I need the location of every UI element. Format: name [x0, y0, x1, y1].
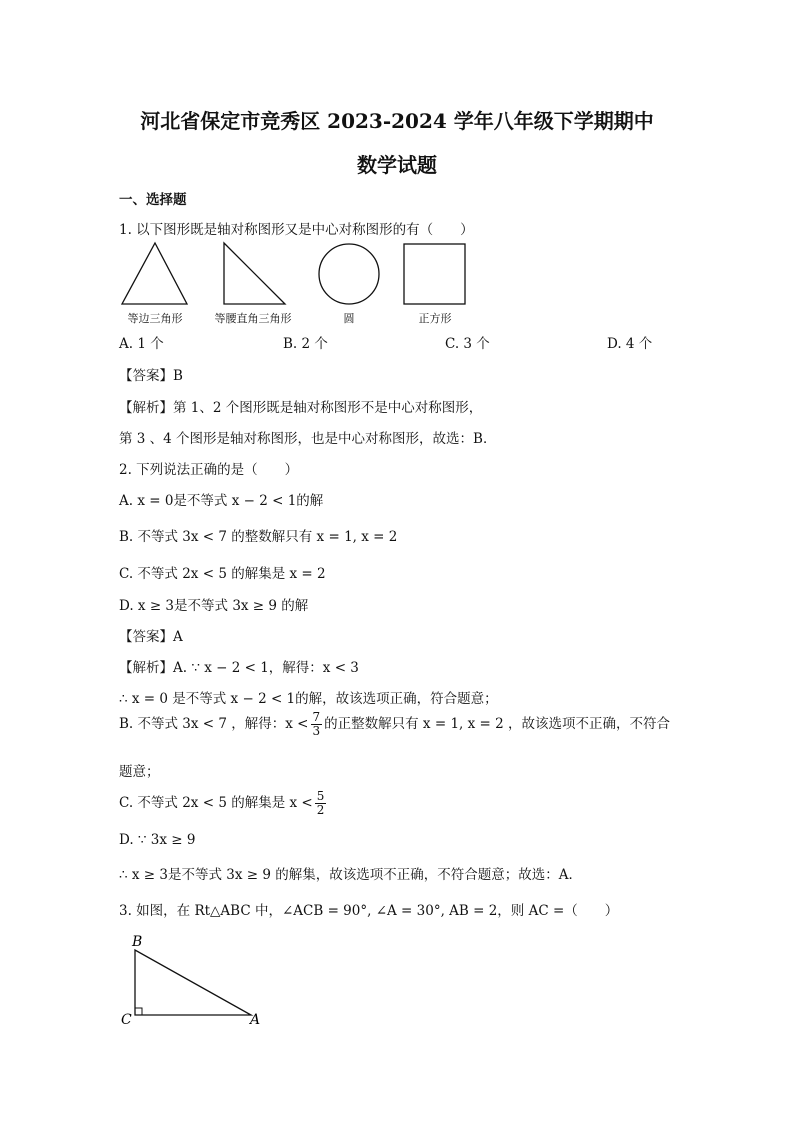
equilateral-triangle-shape	[122, 243, 187, 304]
q2-option-d: D. x ≥ 3是不等式 3x ≥ 9 的解	[119, 598, 309, 614]
fraction-5-2	[315, 790, 327, 817]
q1-answer: 【答案】B	[119, 368, 183, 384]
fraction-denominator: 3	[312, 724, 321, 738]
q1-option-b: B. 2 个	[283, 336, 328, 352]
q2-analysis-a2: ∴ x = 0 是不等式 x − 2 < 1的解，故该选项正确，符合题意；	[119, 691, 498, 707]
q1-option-a: A. 1 个	[119, 336, 164, 352]
q2-option-b: B. 不等式 3x < 7 的整数解只有 x = 1, x = 2	[119, 529, 398, 545]
caption-equilateral-triangle: 等边三角形	[127, 312, 183, 325]
q2-analysis-b-post: 的正整数解只有 x = 1, x = 2 ，故该选项不正确，不符合	[324, 716, 670, 732]
q1-analysis-2: 第 3 、4 个图形是轴对称图形，也是中心对称图形，故选：B．	[119, 431, 497, 447]
q2-analysis-a: 【解析】A. ∵ x − 2 < 1，解得：x < 3	[119, 660, 359, 676]
q1-analysis-1: 【解析】第 1、2 个图形既是轴对称图形不是中心对称图形，	[119, 400, 483, 416]
section-heading: 一、选择题	[119, 192, 187, 208]
q2-option-c: C. 不等式 2x < 5 的解集是 x = 2	[119, 566, 326, 582]
q2-analysis-c	[119, 790, 328, 817]
q2-answer: 【答案】A	[119, 629, 183, 645]
q1-option-d: D. 4 个	[607, 336, 653, 352]
q1-option-c: C. 3 个	[445, 336, 490, 352]
q2-analysis-b	[119, 711, 670, 738]
vertex-label-c: C	[121, 1012, 132, 1028]
q2-option-a: A. x = 0是不等式 x − 2 < 1的解	[119, 493, 324, 509]
q2-analysis-d: D. ∵ 3x ≥ 9	[119, 832, 196, 848]
q2-analysis-b2: 题意；	[119, 764, 160, 780]
q2-analysis-b-pre: B. 不等式 3x < 7 ，解得：x <	[119, 716, 309, 732]
q2-analysis-d2: ∴ x ≥ 3是不等式 3x ≥ 9 的解集，故该选项不正确，不符合题意；故选：A．	[119, 867, 582, 883]
doc-title-line2: 数学试题	[357, 153, 437, 177]
caption-square: 正方形	[418, 312, 452, 325]
circle-shape	[319, 244, 379, 304]
q1-stem: 1. 以下图形既是轴对称图形又是中心对称图形的有（ ）	[119, 222, 474, 238]
fraction-numerator: 5	[316, 789, 325, 803]
doc-title-line1: 河北省保定市竞秀区 2023-2024 学年八年级下学期期中	[140, 109, 654, 133]
caption-isosceles-right-triangle: 等腰直角三角形	[214, 312, 292, 325]
right-angle-mark	[135, 1008, 142, 1015]
q2-stem: 2. 下列说法正确的是（ ）	[119, 462, 299, 478]
q3-right-triangle-figure	[115, 930, 275, 1030]
fraction-7-3	[311, 711, 323, 738]
vertex-label-a: A	[250, 1012, 261, 1028]
square-shape	[404, 244, 465, 304]
right-triangle-abc	[135, 950, 251, 1015]
caption-circle: 圆	[343, 312, 355, 325]
vertex-label-b: B	[132, 934, 143, 950]
q1-shapes	[115, 240, 475, 310]
fraction-numerator: 7	[312, 710, 321, 724]
isosceles-right-triangle-shape	[224, 243, 285, 304]
q3-stem: 3. 如图，在 Rt△ABC 中，∠ACB = 90°, ∠A = 30°, AB = 2，则 AC =（ ）	[119, 903, 619, 919]
q2-analysis-c-pre: C. 不等式 2x < 5 的解集是 x <	[119, 795, 313, 811]
fraction-denominator: 2	[316, 803, 325, 817]
